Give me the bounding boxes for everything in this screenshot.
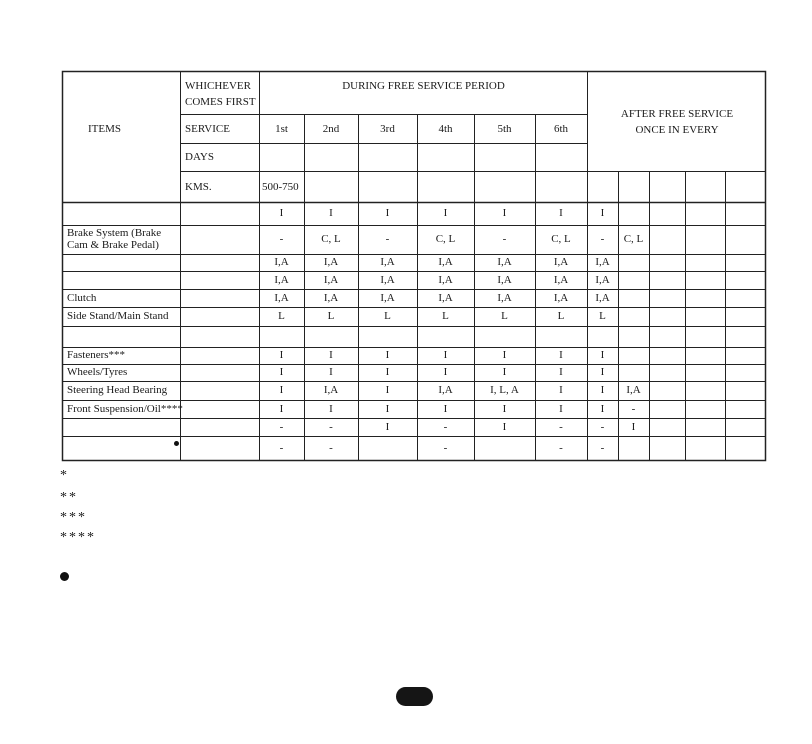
table-cell: I bbox=[559, 402, 563, 415]
table-cell: I bbox=[502, 366, 507, 378]
table-cell: I bbox=[385, 402, 390, 415]
table-cell: I bbox=[502, 349, 507, 361]
footnote-4: **** bbox=[60, 530, 96, 545]
header-during-free-service: DURING FREE SERVICE PERIOD bbox=[342, 80, 505, 92]
table-cell: - bbox=[600, 233, 605, 245]
service-header-5: 5th bbox=[497, 123, 512, 135]
row-item-label-line2: Cam & Brake Pedal) bbox=[67, 239, 159, 251]
table-cell: I bbox=[631, 420, 636, 433]
table-cell: - bbox=[600, 420, 605, 433]
table-cell: I,A bbox=[380, 273, 395, 286]
table-cell: I bbox=[559, 366, 563, 378]
footnote-3: *** bbox=[60, 510, 87, 525]
table-cell: I bbox=[385, 207, 390, 219]
table-cell: - bbox=[329, 441, 333, 454]
service-header-3: 3rd bbox=[380, 123, 395, 135]
table-cell: I bbox=[600, 207, 605, 219]
table-cell: I bbox=[329, 402, 333, 415]
table-cell: L bbox=[384, 310, 391, 322]
header-after-free-line1: AFTER FREE SERVICE bbox=[620, 108, 734, 120]
table-cell: I bbox=[329, 366, 333, 378]
table-cell: I bbox=[329, 207, 333, 219]
footnote-1: * bbox=[60, 468, 69, 483]
row-item-label: Steering Head Bearing bbox=[67, 384, 168, 396]
page-number-badge bbox=[396, 687, 433, 706]
table-cell: I,A bbox=[323, 256, 339, 268]
header-whichever-line2: COMES FIRST bbox=[185, 96, 256, 108]
table-cell: I,A bbox=[438, 291, 453, 304]
table-cell: I,A bbox=[438, 273, 453, 286]
table-cell: I,A bbox=[497, 273, 512, 286]
row-item-label: Brake System (Brake bbox=[67, 227, 162, 239]
row-item-label: Front Suspension/Oil**** bbox=[67, 402, 183, 415]
table-cell: I bbox=[443, 402, 448, 415]
table-cell: I,A bbox=[497, 291, 512, 304]
table-cell: L bbox=[557, 310, 565, 322]
table-cell: L bbox=[327, 310, 335, 322]
table-cell: - bbox=[443, 420, 448, 433]
table-cell: C, L bbox=[623, 233, 644, 245]
header-kms-label: KMS. bbox=[185, 181, 212, 193]
table-cell: I bbox=[600, 366, 605, 378]
footnote-2: ** bbox=[60, 490, 78, 505]
table-cell: I bbox=[385, 349, 390, 361]
table-cell: I bbox=[559, 349, 563, 361]
table-cell: C, L bbox=[321, 233, 341, 245]
table-cell: C, L bbox=[551, 233, 571, 245]
table-cell: L bbox=[599, 310, 606, 322]
table-cell: I,A bbox=[553, 273, 569, 286]
table-cell: - bbox=[559, 441, 563, 454]
table-cell: I,A bbox=[595, 256, 610, 268]
table-cell: I bbox=[600, 384, 605, 396]
table-cell: I,A bbox=[553, 256, 569, 268]
table-cell: I,A bbox=[380, 256, 395, 268]
table-cell: I, L, A bbox=[490, 384, 519, 396]
table-cell: - bbox=[279, 233, 284, 245]
row-item-label: Wheels/Tyres bbox=[67, 366, 128, 378]
table-cell: C, L bbox=[435, 233, 456, 245]
table-cell: I bbox=[502, 207, 507, 219]
table-cell: I,A bbox=[274, 273, 289, 286]
table-cell: L bbox=[278, 310, 285, 322]
table-cell: I,A bbox=[438, 256, 453, 268]
header-days-label: DAYS bbox=[185, 151, 214, 163]
table-cell: I,A bbox=[380, 291, 395, 304]
table-cell: - bbox=[631, 402, 636, 415]
service-header-1: 1st bbox=[275, 123, 288, 135]
table-cell: I bbox=[502, 420, 507, 433]
table-cell: I bbox=[279, 402, 284, 415]
table-cell: I bbox=[329, 349, 333, 361]
table-cell: I bbox=[279, 366, 284, 378]
service-header-2: 2nd bbox=[322, 123, 340, 135]
table-cell: L bbox=[442, 310, 449, 322]
table-cell: I,A bbox=[323, 273, 339, 286]
table-cell: I,A bbox=[323, 384, 339, 396]
table-cell: L bbox=[501, 310, 508, 322]
row-item-label: Side Stand/Main Stand bbox=[67, 310, 169, 322]
table-cell: I bbox=[559, 207, 563, 219]
table-cell: I bbox=[385, 366, 390, 378]
header-items: ITEMS bbox=[88, 123, 121, 135]
table-cell: I bbox=[443, 349, 448, 361]
table-cell: I,A bbox=[274, 291, 289, 304]
table-cell: I,A bbox=[595, 291, 610, 304]
table-cell: I bbox=[385, 420, 390, 433]
table-cell: I bbox=[600, 349, 605, 361]
table-cell: I bbox=[600, 402, 605, 415]
table-cell: I bbox=[559, 384, 563, 396]
row-item-label: Fasteners*** bbox=[67, 349, 126, 361]
table-cell: I bbox=[279, 349, 284, 361]
table-cell: I bbox=[443, 366, 448, 378]
table-cell: I bbox=[279, 384, 284, 396]
header-whichever-line1: WHICHEVER bbox=[185, 80, 251, 92]
bullet-icon bbox=[60, 572, 69, 581]
table-cell: I,A bbox=[323, 291, 339, 304]
table-cell: I bbox=[385, 384, 390, 396]
table-cell: I,A bbox=[274, 256, 289, 268]
table-cell: I,A bbox=[626, 384, 641, 396]
service-header-6: 6th bbox=[553, 123, 569, 135]
table-cell: I,A bbox=[595, 273, 610, 286]
service-header-4: 4th bbox=[438, 123, 453, 135]
header-first-kms: 500-750 bbox=[262, 181, 299, 193]
table-cell: - bbox=[385, 233, 390, 245]
table-cell: I,A bbox=[438, 384, 453, 396]
table-cell: I bbox=[502, 402, 507, 415]
table-cell: - bbox=[443, 441, 448, 454]
header-after-free-line2: ONCE IN EVERY bbox=[635, 124, 719, 136]
header-service-label: SERVICE bbox=[185, 123, 230, 135]
table-cell: - bbox=[600, 441, 605, 454]
table-cell: - bbox=[559, 420, 563, 433]
bullet-icon bbox=[174, 441, 179, 446]
table-cell: - bbox=[279, 441, 284, 454]
table-cell: I bbox=[443, 207, 448, 219]
table-cell: I,A bbox=[553, 291, 569, 304]
row-item-label: Clutch bbox=[67, 291, 97, 304]
table-cell: I,A bbox=[497, 256, 512, 268]
table-cell: I bbox=[279, 207, 284, 219]
table-cell: - bbox=[502, 233, 507, 245]
table-cell: - bbox=[329, 420, 333, 433]
table-cell: - bbox=[279, 420, 284, 433]
